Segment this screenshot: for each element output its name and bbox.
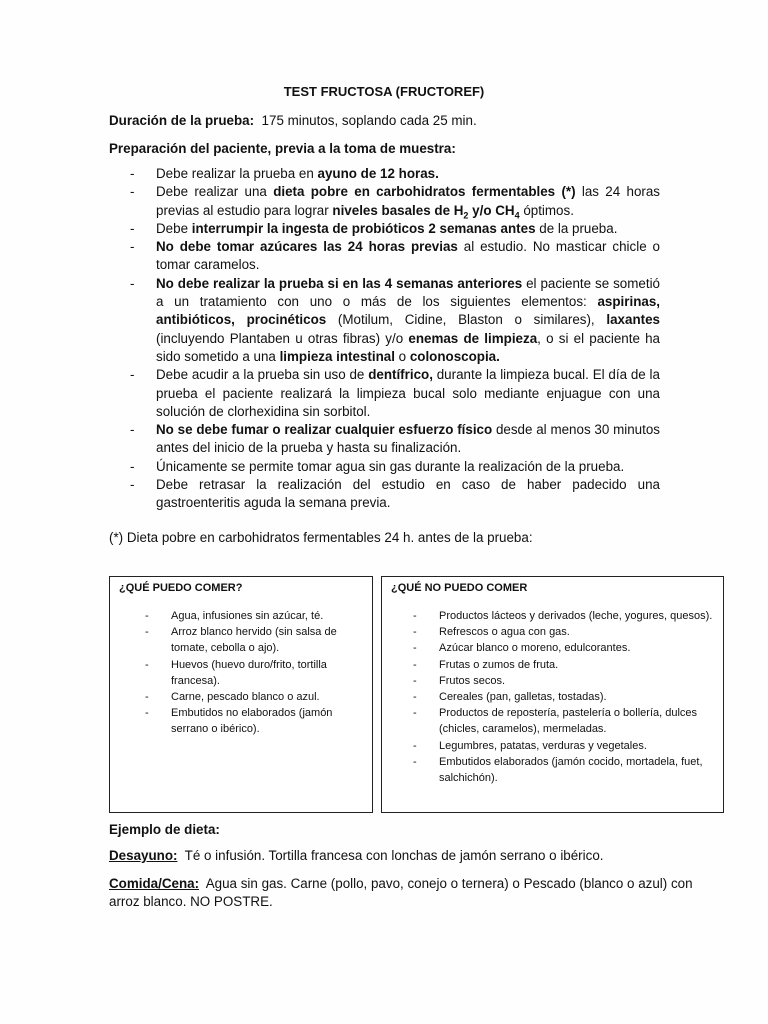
instruction-item-smoking: - No se debe fumar o realizar cualquier esfuerzo físico desde al menos 30 minutos antes del inicio de la prueba y hasta su finalización. <box>130 421 660 458</box>
duration-value: 175 minutos, soplando cada 25 min. <box>261 113 477 128</box>
can-eat-box <box>109 576 373 813</box>
document-title: TEST FRUCTOSA (FRUCTOREF) <box>283 84 485 99</box>
duration-label: Duración de la prueba: <box>109 113 255 128</box>
instruction-item-probiotics: - Debe interrumpir la ingesta de probióticos 2 semanas antes de la prueba. <box>130 220 660 238</box>
list-item: - Refrescos o agua con gas. <box>413 624 715 640</box>
list-item: - Productos de repostería, pastelería o bollería, dulces (chicles, caramelos), mermeladas. <box>413 705 715 737</box>
cannot-eat-box <box>381 576 724 813</box>
meal-label: Comida/Cena: <box>109 876 200 891</box>
list-item: - Embutidos elaborados (jamón cocido, mortadela, fuet, salchichón). <box>413 754 715 786</box>
list-item: - Azúcar blanco o moreno, edulcorantes. <box>413 640 715 656</box>
list-item: - Frutas o zumos de fruta. <box>413 657 715 673</box>
list-item: - Cereales (pan, galletas, tostadas). <box>413 689 715 705</box>
list-item: - Embutidos no elaborados (jamón serrano o ibérico). <box>145 705 355 737</box>
instruction-item-diet: - Debe realizar una dieta pobre en carbohidratos fermentables (*) las 24 horas previas al estudio para lograr niveles basales de $H_2$ y/o $CH_4$ óptimos. <box>130 183 660 220</box>
list-item: - Legumbres, patatas, verduras y vegetales. <box>413 738 715 754</box>
duration-line <box>109 113 477 128</box>
cannot-eat-title: ¿QUÉ NO PUEDO COMER <box>391 582 528 594</box>
list-item: - Huevos (huevo duro/frito, tortilla francesa). <box>145 657 355 689</box>
list-item: - Productos lácteos y derivados (leche, yogures, quesos). <box>413 608 715 624</box>
instruction-item-toothpaste: - Debe acudir a la prueba sin uso de dentífrico, durante la limpieza bucal. El día de la prueba el paciente realizará la limpieza bucal solo mediante enjuague con una solución de clorhexidina sin sorbitol. <box>130 366 660 421</box>
breakfast-line <box>109 848 603 863</box>
instruction-item-water: - Únicamente se permite tomar agua sin gas durante la realización de la prueba. <box>130 458 660 476</box>
can-eat-list <box>145 608 355 738</box>
preparation-heading: Preparación del paciente, previa a la toma de muestra: <box>109 141 456 156</box>
instruction-item-gastroenteritis: - Debe retrasar la realización del estudio en caso de haber padecido una gastroenteritis aguda la semana previa. <box>130 476 660 513</box>
can-eat-title: ¿QUÉ PUEDO COMER? <box>119 582 243 594</box>
breakfast-label: Desayuno: <box>109 848 178 863</box>
instruction-item-treatments: - No debe realizar la prueba si en las 4 semanas anteriores el paciente se sometió a un tratamiento con uno o más de los siguientes elementos: aspirinas, antibióticos, procinéticos (Motilum, Cidine, Blaston o similares), laxantes (incluyendo Plantaben u otras fibras) y/o enemas de limpieza, o si el paciente ha sido sometido a una limpieza intestinal o colonoscopia. <box>130 275 660 366</box>
example-heading: Ejemplo de dieta: <box>109 822 220 837</box>
diet-note: (*) Dieta pobre en carbohidratos fermentables 24 h. antes de la prueba: <box>109 530 533 545</box>
meal-text-line2: arroz blanco. NO POSTRE. <box>109 894 273 909</box>
instruction-item-fasting: - Debe realizar la prueba en ayuno de 12 horas. <box>130 165 660 183</box>
list-item: - Arroz blanco hervido (sin salsa de tomate, cebolla o ajo). <box>145 624 355 656</box>
list-item: - Agua, infusiones sin azúcar, té. <box>145 608 355 624</box>
list-item: - Carne, pescado blanco o azul. <box>145 689 355 705</box>
breakfast-text: Té o infusión. Tortilla francesa con lonchas de jamón serrano o ibérico. <box>184 848 604 863</box>
meal-text-line1: Agua sin gas. Carne (pollo, pavo, conejo o ternera) o Pescado (blanco o azul) con <box>205 876 693 891</box>
instruction-list <box>130 165 660 513</box>
list-item: - Frutos secos. <box>413 673 715 689</box>
instruction-item-sugars: - No debe tomar azúcares las 24 horas previas al estudio. No masticar chicle o tomar caramelos. <box>130 238 660 275</box>
meal-line <box>109 876 693 891</box>
cannot-eat-list <box>413 608 715 786</box>
